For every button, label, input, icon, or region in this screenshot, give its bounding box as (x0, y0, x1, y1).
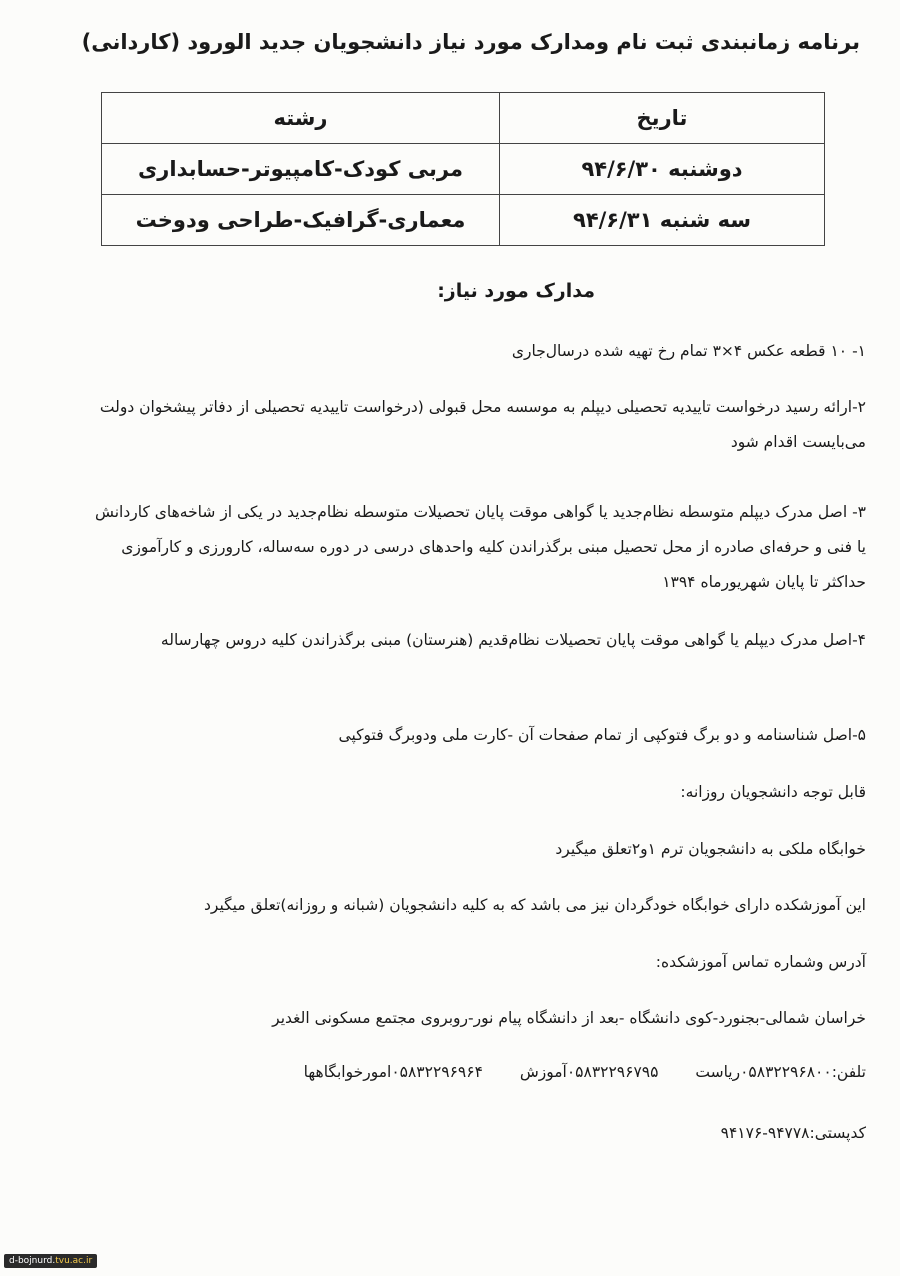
schedule-field-cell: معماری-گرافیک-طراحی ودوخت (102, 195, 500, 246)
registration-schedule-table (101, 92, 825, 246)
daytime-students-heading: قابل توجه دانشجویان روزانه: (680, 783, 866, 801)
document-item-old-system-diploma: ۴-اصل مدرک دیپلم یا گواهی موقت پایان تحصیلات نظام‌قدیم (هنرستان) مبنی برگذراندن کلیه دروس چهارساله (160, 631, 866, 649)
phone-presidency: تلفن:۰۵۸۳۲۲۹۶۸۰۰ریاست (695, 1063, 866, 1081)
dorm-self-governed-note: این آموزشکده دارای خوابگاه خودگردان نیز می باشد که به کلیه دانشجویان (شبانه و روزانه)تعلق میگیرد (203, 896, 866, 914)
document-item-photos: ۱- ۱۰ قطعه عکس ۴×۳ تمام رخ تهیه شده درسال‌جاری (511, 342, 866, 360)
column-header-field: رشته (102, 93, 500, 144)
table-header-row (102, 93, 825, 144)
table-row (102, 144, 825, 195)
phone-numbers (40, 1063, 866, 1081)
dorm-state-note: خوابگاه ملکی به دانشجویان ترم ۱و۲تعلق میگیرد (555, 840, 866, 858)
schedule-date-cell: دوشنبه ۹۴/۶/۳۰ (500, 144, 825, 195)
phone-education: ۰۵۸۳۲۲۹۶۷۹۵آموزش (519, 1063, 659, 1081)
document-item-new-system-diploma: ۳- اصل مدرک دیپلم متوسطه نظام‌جدید یا گواهی موقت پایان تحصیلات متوسطه نظام‌جدید در یکی از شاخه‌های کاردانش یا فنی و حرفه‌ای صادره از محل تحصیل مبنی برگذراندن کلیه واحدهای درسی در دوره سه‌ساله، کارورزی و کارآموزی حداکثر تا پایان شهریورماه ۱۳۹۴ (94, 503, 866, 591)
documents-heading: مدارک مورد نیاز: (437, 280, 595, 302)
postal-code: کدپستی:۹۴۷۷۸-۹۴۱۷۶ (720, 1124, 866, 1142)
address-text: خراسان شمالی-بجنورد-کوی دانشگاه -بعد از دانشگاه پیام نور-روبروی مجتمع مسکونی الغدیر (272, 1009, 866, 1027)
column-header-date: تاریخ (500, 93, 825, 144)
site-watermark: d-bojnurd.tvu.ac.ir (4, 1254, 97, 1268)
schedule-field-cell: مربی کودک-کامپیوتر-حسابداری (102, 144, 500, 195)
phone-dormitory: ۰۵۸۳۲۲۹۶۹۶۴امورخوابگاهها (303, 1063, 483, 1081)
document-item-id-documents: ۵-اصل شناسنامه و دو برگ فتوکپی از تمام صفحات آن -کارت ملی ودوبرگ فتوکپی (338, 726, 866, 744)
document-item-diploma-verification: ۲-ارائه رسید درخواست تاییدیه تحصیلی دیپلم به موسسه محل قبولی (درخواست تاییدیه تحصیلی از دفاتر پیشخوان دولت می‌بایست اقدام شود (99, 398, 866, 451)
contact-heading: آدرس وشماره تماس آموزشکده: (655, 953, 866, 971)
schedule-date-cell: سه شنبه ۹۴/۶/۳۱ (500, 195, 825, 246)
page-title: برنامه زمانبندی ثبت نام ومدارک مورد نیاز دانشجویان جدید الورود (کاردانی) (81, 30, 860, 54)
table-row (102, 195, 825, 246)
